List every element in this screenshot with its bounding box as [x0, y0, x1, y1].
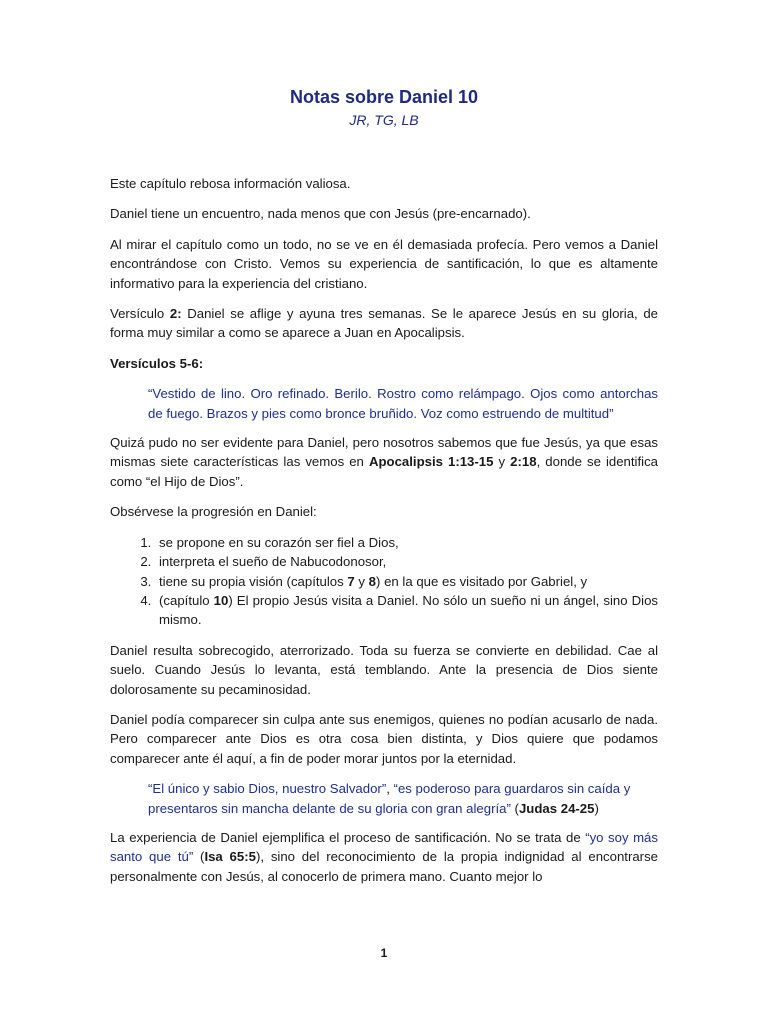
text-span: , donde se identifica como “el Hijo de Dios”.: [110, 454, 659, 489]
list-item: 1. se propone en su corazón ser fiel a Dios,: [155, 533, 658, 552]
quote-description: “Vestido de lino. Oro refinado. Berilo. Rostro como relámpago. Ojos como antorchas de fuego. Brazos y pies como bronce bruñido. Voz como estruendo de multitud”: [148, 386, 658, 421]
text-span: ) El propio Jesús visita a Daniel. No sólo un sueño ni un ángel, sino Dios mismo.: [159, 592, 659, 628]
quote-text: “El único y sabio Dios, nuestro Salvador”: [148, 781, 387, 797]
reference-revelation-2: 2:18: [510, 454, 537, 470]
paragraph-sanctification: [110, 828, 658, 886]
list-item: [155, 591, 658, 630]
text-span: (capítulo: [159, 592, 214, 608]
paragraph-verses-5-6: [110, 354, 658, 373]
paragraph-progression-label: Obsérvese la progresión en Daniel:: [110, 504, 317, 520]
text-span: tiene su propia visión (capítulos: [159, 573, 348, 589]
text-span: ): [594, 800, 599, 816]
paragraph-encounter: Daniel tiene un encuentro, nada menos que con Jesús (pre-encarnado).: [110, 206, 531, 222]
progression-list: [110, 533, 658, 630]
reference-revelation-1: Apocalipsis 1:13-15: [368, 454, 494, 470]
reference-isaiah: Isa 65:5: [204, 849, 256, 865]
chapter-number: 8: [368, 573, 377, 589]
verse-number: 2:: [169, 306, 182, 322]
text-span: y: [354, 573, 369, 589]
quote-text: “es poderoso para guardaros sin caída y presentaros sin mancha delante de su gloria con gran alegría”: [148, 781, 631, 816]
paragraph-revelation: [110, 433, 658, 491]
text-span: (: [510, 800, 519, 816]
text-span: ,: [386, 781, 394, 797]
paragraph-daniel-overwhelmed: Daniel resulta sobrecogido, aterrorizado. Toda su fuerza se convierte en debilidad. Cae al suelo. Cuando Jesús lo levanta, está temblando. Ante la presencia de Dios siente dolorosamente su pecaminosidad.: [110, 642, 658, 697]
text-span: La experiencia de Daniel ejemplifica el proceso de santificación. No se trata de: [110, 829, 586, 845]
paragraph-chapter-overview: Al mirar el capítulo como un todo, no se ve en él demasiada profecía. Pero vemos a Daniel encontrándose con Cristo. Vemos su experiencia de santificación, lo que es altamente informativo para la experiencia del cristiano.: [110, 236, 658, 291]
list-item: [155, 572, 658, 591]
paragraph-verse-2: [110, 304, 658, 343]
chapter-number: 7: [347, 573, 355, 589]
verses-label: Versículos 5-6:: [110, 355, 204, 371]
paragraph-appear-before-god: Daniel podía comparecer sin culpa ante sus enemigos, quienes no podían acusarlo de nada. Pero comparecer ante Dios es otra cosa bien distinta, y Dios quiere que podamos comparecer ante él aquí, a fin de poder morar juntos por la eternidad.: [110, 711, 658, 766]
text-span: Quizá pudo no ser evidente para Daniel, pero nosotros sabemos que fue Jesús, ya que esas mismas siete características las vemos en: [110, 435, 658, 470]
authors: JR, TG, LB: [349, 112, 419, 128]
quote-text: “yo soy más santo que tú”: [110, 829, 658, 865]
page-title: Notas sobre Daniel 10: [289, 87, 479, 107]
text-span: ), sino del reconocimiento de la propia indignidad al encontrarse personalmente con Jesús, al conocerlo de primera mano. Cuanto mejor lo: [110, 849, 658, 884]
reference-jude: Judas 24-25: [518, 800, 595, 816]
text-span: y: [493, 454, 511, 470]
document-body: [110, 174, 658, 897]
chapter-number: 10: [213, 592, 229, 608]
verse-text: Daniel se aflige y ayuna tres semanas. Se le aparece Jesús en su gloria, de forma muy similar a como se aparece a Juan en Apocalipsis.: [110, 306, 658, 341]
verse-label: Versículo: [110, 306, 165, 322]
text-span: ) en la que es visitado por Gabriel, y: [376, 573, 588, 589]
quote-jude: [148, 779, 658, 818]
text-span: (: [193, 849, 205, 865]
list-item: 2. interpreta el sueño de Nabucodonosor,: [155, 552, 658, 571]
paragraph-intro: Este capítulo rebosa información valiosa.: [110, 176, 351, 191]
page-number: 1: [380, 946, 388, 960]
